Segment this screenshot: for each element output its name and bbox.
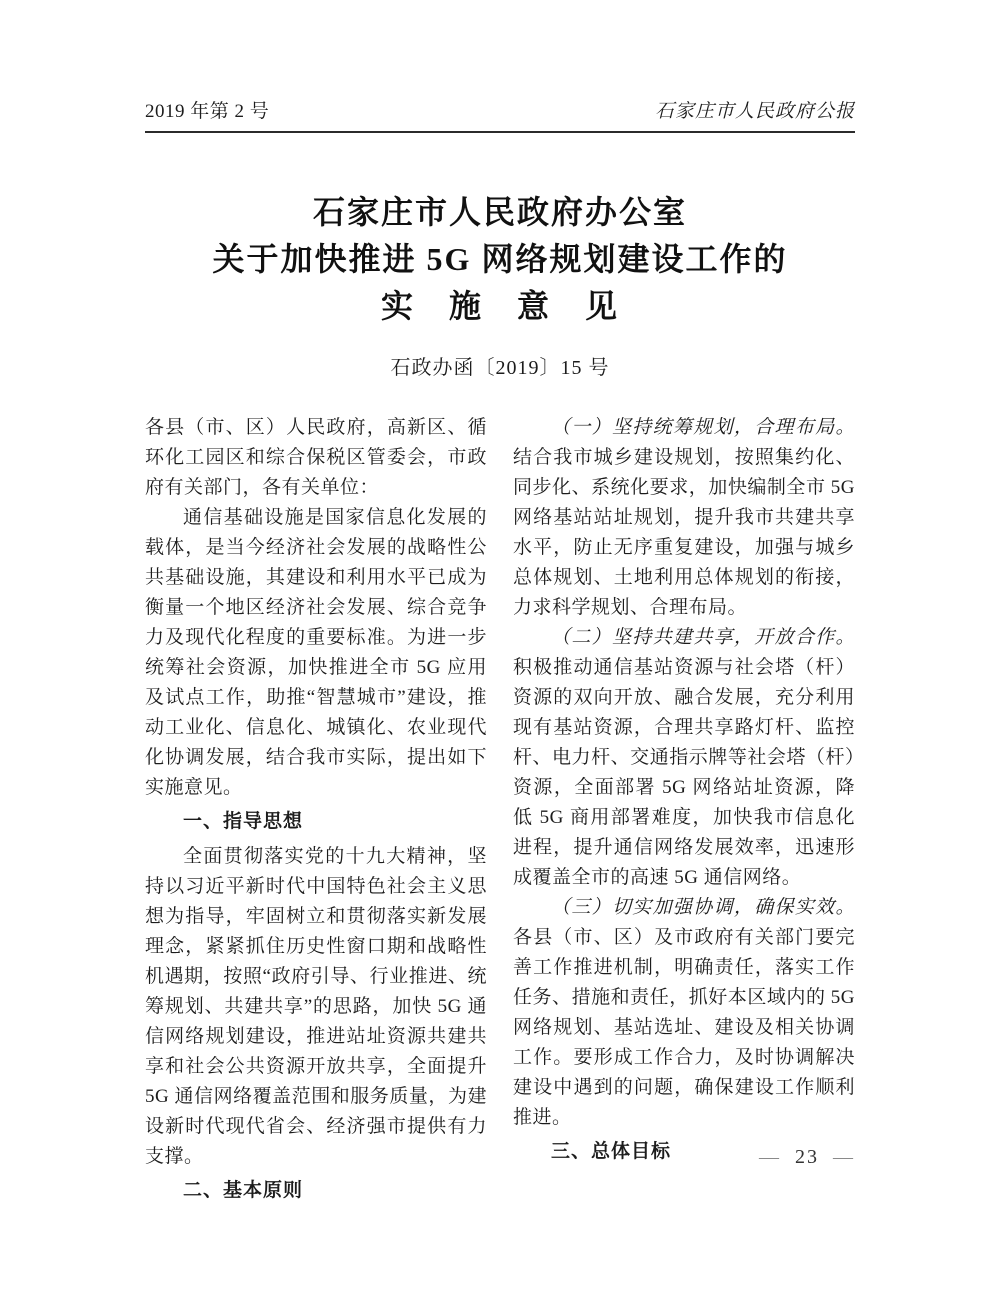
masthead (145, 100, 855, 124)
page-number-dash-left: — (759, 1146, 781, 1168)
principle-paragraph-3 (513, 893, 855, 1133)
gazette-name: 石家庄市人民政府公报 (654, 101, 855, 122)
left-column (145, 413, 487, 1211)
guiding-ideology-paragraph: 全面贯彻落实党的十九大精神，坚持以习近平新时代中国特色社会主义思想为指导，牢固树立和贯彻落实新发展理念，紧紧抓住历史性窗口期和战略性机遇期，按照“政府引导、行业推进、统筹规划、共建共享”的思路，加快 5G 通信网络规划建设，推进站址资源共建共享和社会公共资源开放共享，全面提升 5G 通信网络覆盖范围和服务质量，为建设新时代现代省会、经济强市提供有力支撑。 (145, 846, 487, 1167)
principle-text-2: 积极推动通信基站资源与社会塔（杆）资源的双向开放、融合发展，充分利用现有基站资源，合理共享路灯杆、监控杆、电力杆、交通指示牌等社会塔（杆）资源，全面部署 5G 网络站址资源，降低 5G 商用部署难度，加快我市信息化进程，提升通信网络发展效率，迅速形成覆盖全市的高速 5G 通信网络。 (513, 657, 855, 888)
section-heading-overall-goals: 三、总体目标 (551, 1141, 672, 1162)
header-divider (145, 131, 855, 133)
document-number: 石政办函〔2019〕15 号 (390, 357, 610, 379)
right-column (513, 413, 855, 1211)
intro-paragraph: 通信基础设施是国家信息化发展的载体，是当今经济社会发展的战略性公共基础设施，其建设和利用水平已成为衡量一个地区经济社会发展、综合竞争力及现代化程度的重要标准。为进一步统筹社会资源，加快推进全市 5G 应用及试点工作，助推“智慧城市”建设，推动工业化、信息化、城镇化、农业现代化协调发展，结合我市实际，提出如下实施意见。 (145, 507, 487, 798)
title-line-1: 石家庄市人民政府办公室 (312, 194, 687, 230)
issue-number: 2019 年第 2 号 (145, 101, 270, 122)
title-block (145, 189, 855, 380)
page-number-dash-right: — (833, 1146, 855, 1168)
principle-text-1: 结合我市城乡建设规划，按照集约化、同步化、系统化要求，加快编制全市 5G 网络基站站址规划，提升我市共建共享水平，防止无序重复建设，加强与城乡总体规划、土地利用总体规划的衔接，力求科学规划、合理布局。 (513, 447, 855, 618)
page-number (759, 1146, 855, 1169)
title-line-2: 关于加快推进 5G 网络规划建设工作的 (212, 241, 788, 277)
principle-paragraph-2 (513, 623, 855, 893)
principle-paragraph-1 (513, 413, 855, 623)
page-number-value: 23 (795, 1146, 819, 1168)
principle-lead-1: （一）坚持统筹规划，合理布局。 (551, 417, 855, 438)
title-line-3: 实 施 意 见 (380, 288, 619, 324)
principle-lead-2: （二）坚持共建共享，开放合作。 (551, 627, 855, 648)
principle-lead-3: （三）切实加强协调，确保实效。 (551, 897, 855, 918)
body-columns (145, 413, 855, 1211)
section-heading-basic-principles: 二、基本原则 (183, 1180, 304, 1201)
principle-text-3: 各县（市、区）及市政府有关部门要完善工作推进机制，明确责任，落实工作任务、措施和责任，抓好本区域内的 5G 网络规划、基站选址、建设及相关协调工作。要形成工作合力，及时协调解决建设中遇到的问题，确保建设工作顺利推进。 (513, 927, 855, 1128)
section-heading-guiding-ideology: 一、指导思想 (183, 811, 304, 832)
salutation-paragraph: 各县（市、区）人民政府，高新区、循环化工园区和综合保税区管委会，市政府有关部门，各有关单位： (145, 417, 487, 498)
